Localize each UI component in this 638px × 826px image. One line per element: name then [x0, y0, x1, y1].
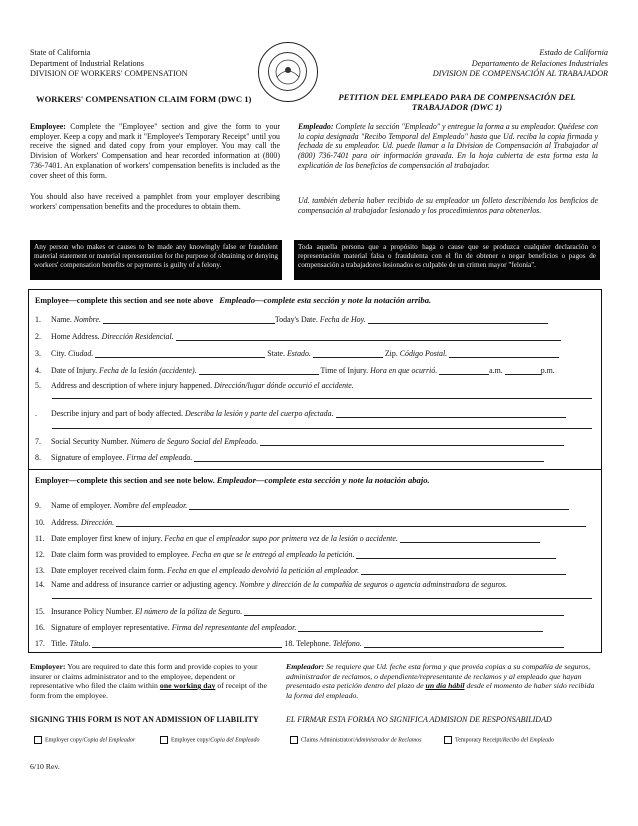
- intro-pamphlet-es: Ud. también debería haber recibido de su empleador un folleto describiendo los benficios de compensación al trabajador lesionado y los procedimientos para obtenerlos.: [298, 196, 598, 215]
- employer-name-label-es: Nombre del empleador.: [113, 501, 188, 510]
- header-line: Departamento de Relaciones Industriales: [471, 58, 608, 68]
- section-divider: [28, 469, 602, 470]
- form-title-en: WORKERS' COMPENSATION CLAIM FORM (DWC 1): [36, 94, 252, 104]
- line-17-18: [35, 638, 564, 648]
- employee-name-field[interactable]: [103, 314, 275, 324]
- checkbox-label-es: Copia del Empleador: [83, 737, 136, 744]
- intro-employee-es: [298, 122, 598, 171]
- today-date-field[interactable]: [368, 314, 548, 324]
- title-label: Title.: [51, 639, 68, 648]
- line-6: [35, 408, 566, 418]
- line-11: [35, 533, 540, 543]
- checkbox-label: Employee copy/: [171, 737, 211, 744]
- line-16: [35, 622, 543, 632]
- note-lead: Employer:: [30, 662, 66, 671]
- ssn-label: Social Security Number.: [51, 437, 129, 446]
- checkbox-temporary-receipt[interactable]: [444, 736, 554, 744]
- checkbox-employee-copy[interactable]: [160, 736, 259, 744]
- checkbox-label: Claims Administrator/: [301, 737, 355, 744]
- name-label-es: Nombre.: [73, 315, 101, 324]
- line-number: 1.: [35, 315, 41, 324]
- employer-address-field[interactable]: [116, 517, 586, 527]
- note-lead: Empleador:: [286, 662, 325, 671]
- intro-pamphlet-en: You should also have received a pamphlet from your employer describing workers' compensation benefits and the procedures to obtain them.: [30, 192, 280, 211]
- intro-text: Complete the "Employee" section and give the form to your employer. Keep a copy and mark it "Employee's Temporary Receipt" until you receive the signed and dated copy from your employer. You may call the Division of Workers' Compensation and hear recorded information at (800) 736-7401. An explanation of workers' compensation benefits is included as the cover sheet of this form.: [30, 122, 280, 180]
- state-label-es: Estado.: [286, 349, 311, 358]
- line-3: [35, 348, 559, 358]
- pm-label: p.m.: [540, 366, 555, 375]
- employer-note-es: [286, 662, 598, 700]
- intro-employee-en: [30, 122, 280, 180]
- line-number: 12.: [35, 550, 45, 559]
- injury-location-field[interactable]: [52, 398, 592, 399]
- intro-text: Complete la sección "Empleado" y entregue la forma a su empleador. Quédese con la copia designada "Recibo Temporal del Empleado" hasta que Ud. reciba la copia firmada y fechada de su empleador. Ud. puede llamar a la Division de Compensación al Trabajador al (800) 736-7401 para oir información gravada. En la hoja cubierta de esta forma esta la explicatión de los beneficios de compensación al trabajador.: [298, 122, 599, 170]
- state-field[interactable]: [313, 348, 383, 358]
- line-1: [35, 314, 548, 324]
- city-label-es: Ciudad.: [68, 349, 94, 358]
- heading-es: Empleado—complete esta sección y note la notación arriba.: [219, 295, 432, 305]
- injury-time-label-es: Hora en que ocurrió.: [370, 366, 438, 375]
- line-2: [35, 331, 561, 341]
- injury-time-field[interactable]: [439, 365, 489, 375]
- fraud-warning-es: Toda aquella persona que a propósito haga o cause que se produzca cualquier declaración o representación material falsa o fraudulenta con el fin de obtener o negar beneficios o pagos de compensación a trabajadores lesionados es culpable de un crimen mayor "felonía".: [294, 240, 600, 280]
- line-number: 11.: [35, 534, 45, 543]
- insurance-carrier-field[interactable]: [52, 598, 592, 599]
- line-number: 16.: [35, 623, 45, 632]
- injury-date-field[interactable]: [199, 365, 319, 375]
- home-address-label: Home Address.: [51, 332, 100, 341]
- today-date-label: Today's Date.: [274, 315, 318, 324]
- line-4: [35, 365, 555, 375]
- note-text: Se requiere que Ud. feche esta forma y que provéa copias a su compañía de seguros, administrador de reclamos, o dependiente/representante de reclamos y al empleado que hayan presentado esta petición dentro del plazo de: [286, 662, 591, 691]
- form-provided-date-label: Date claim form was provided to employee.: [51, 550, 190, 559]
- injury-time-pm-field[interactable]: [505, 365, 541, 375]
- zip-label: Zip.: [384, 349, 398, 358]
- employer-knew-date-label-es: Fecha en que el empleador supo por primera vez de la lesión o accidente.: [164, 534, 398, 543]
- today-date-label-es: Fecha de Hoy.: [319, 315, 366, 324]
- form-title-es: PETITION DEL EMPLEADO PARA DE COMPENSACIÓN DEL TRABAJADOR (DWC 1): [338, 92, 576, 112]
- home-address-field[interactable]: [176, 331, 561, 341]
- line-number: 2.: [35, 332, 41, 341]
- injury-location-label-es: Dirección/lugar dónde occurió el accidente.: [214, 381, 354, 390]
- employer-name-label: Name of employer.: [51, 501, 112, 510]
- telephone-field[interactable]: [364, 638, 564, 648]
- form-received-date-label-es: Fecha en que el empleado devolvió la petición al empleador.: [167, 566, 360, 575]
- policy-number-label: Insurance Policy Number.: [51, 607, 134, 616]
- liability-notice-es: EL FIRMAR ESTA FORMA NO SIGNIFICA ADMISION DE RESPONSABILIDAD: [286, 715, 552, 724]
- employer-signature-label-es: Firma del representante del empleador.: [171, 623, 297, 632]
- line-number: 15.: [35, 607, 45, 616]
- employer-signature-label: Signature of employer representative.: [51, 623, 170, 632]
- employer-section-heading: [35, 475, 430, 485]
- note-emphasis: un día hábil: [425, 681, 465, 691]
- checkbox-icon[interactable]: [160, 736, 168, 744]
- policy-number-field[interactable]: [244, 606, 564, 616]
- line-number: 14.: [35, 580, 45, 589]
- title-field[interactable]: [92, 638, 282, 648]
- employer-knew-date-label: Date employer first knew of injury.: [51, 534, 163, 543]
- injury-time-label: Time of Injury.: [320, 366, 369, 375]
- heading-en: Employee—complete this section and see note above: [35, 296, 214, 305]
- checkbox-icon[interactable]: [34, 736, 42, 744]
- employee-signature-label: Signature of employee.: [51, 453, 125, 462]
- state-label: State.: [267, 349, 285, 358]
- line-number: 9.: [35, 501, 41, 510]
- header-line: DIVISION OF WORKERS' COMPENSATION: [30, 69, 188, 78]
- liability-notice-en: SIGNING THIS FORM IS NOT AN ADMISSION OF LIABILITY: [30, 715, 259, 724]
- line-9: [35, 500, 569, 510]
- header-line: State of California: [30, 48, 91, 57]
- injury-date-label: Date of Injury.: [51, 366, 98, 375]
- zip-label-es: Código Postal.: [399, 349, 448, 358]
- form-received-date-label: Date employer received claim form.: [51, 566, 166, 575]
- name-label: Name.: [51, 315, 72, 324]
- line-number: 13.: [35, 566, 45, 575]
- injury-description-field-2[interactable]: [52, 428, 592, 429]
- checkbox-label: Employer copy/: [45, 737, 84, 744]
- heading-es: Empleador—complete esta sección y note la notación abajo.: [216, 475, 430, 485]
- line-number: 7.: [35, 437, 41, 446]
- checkbox-label-es: Recibo del Empleado: [502, 737, 555, 744]
- header-line: Estado de California: [539, 48, 608, 57]
- line-5: [35, 381, 354, 390]
- checkbox-label: Temporary Receipt/: [455, 737, 503, 744]
- city-label: City.: [51, 349, 67, 358]
- insurance-carrier-label-es: Nombre y dirección de la compañía de seguros o agencia adminstradora de seguros.: [239, 580, 508, 589]
- employee-signature-field[interactable]: [194, 452, 544, 462]
- employer-note-en: [30, 662, 280, 700]
- heading-en: Employer—complete this section and see note below.: [35, 476, 215, 485]
- line-7: [35, 436, 564, 446]
- employer-knew-date-field[interactable]: [400, 533, 540, 543]
- header-line: DIVISION DE COMPENSACIÓN AL TRABAJADOR: [432, 69, 608, 78]
- employer-signature-field[interactable]: [298, 622, 543, 632]
- ssn-label-es: Número de Seguro Social del Empleado.: [130, 437, 259, 446]
- am-label: a.m.: [489, 366, 503, 375]
- telephone-label: Telephone.: [296, 639, 331, 648]
- form-provided-date-field[interactable]: [356, 549, 556, 559]
- header-line: Department of Industrial Relations: [30, 58, 144, 68]
- injury-date-label-es: Fecha de la lesión (accidente).: [99, 366, 197, 375]
- employee-signature-label-es: Firma del empleado.: [126, 453, 193, 462]
- intro-lead: Employee:: [30, 122, 66, 131]
- insurance-carrier-label: Name and address of insurance carrier or adjusting agency.: [51, 580, 238, 589]
- line-number: 8.: [35, 453, 41, 462]
- checkbox-claims-admin[interactable]: [290, 736, 422, 744]
- checkbox-label-es: Administrador de Reclamos: [354, 737, 422, 744]
- checkbox-employer-copy[interactable]: [34, 736, 135, 744]
- form-provided-date-label-es: Fecha en que se le entregó al empleado la petición.: [191, 550, 355, 559]
- line-number: 3.: [35, 349, 41, 358]
- policy-number-label-es: El número de la póliza de Seguro.: [135, 607, 243, 616]
- city-field[interactable]: [95, 348, 265, 358]
- note-text: of receipt of the form from the employee.: [30, 681, 267, 700]
- line-13: [35, 565, 566, 575]
- state-seal-icon: [258, 42, 318, 102]
- title-label-es: Título.: [69, 639, 91, 648]
- line-number: 5.: [35, 381, 41, 390]
- line-number: 4.: [35, 366, 41, 375]
- checkbox-icon[interactable]: [444, 736, 452, 744]
- injury-location-label: Address and description of where injury happened.: [51, 381, 213, 390]
- line-12: [35, 549, 556, 559]
- line-number: 18.: [284, 639, 295, 648]
- employer-name-field[interactable]: [189, 500, 569, 510]
- line-number: 17.: [35, 639, 45, 648]
- ssn-field[interactable]: [260, 436, 564, 446]
- intro-lead: Empleado:: [298, 122, 334, 131]
- agency-header-en: [30, 48, 188, 80]
- employer-address-label: Address.: [51, 518, 79, 527]
- line-number: 10.: [35, 518, 45, 527]
- agency-header-es: [388, 48, 608, 80]
- fraud-warning-en: Any person who makes or causes to be made any knowingly false or fraudulent material statement or material representation for the purpose of obtaining or denying workers' compensation benefits or payments is guilty of a felony.: [30, 240, 282, 280]
- line-14: [35, 580, 507, 589]
- line-15: [35, 606, 564, 616]
- injury-description-label-es: Describa la lesión y parte del cuerpo afectada.: [184, 409, 334, 418]
- checkbox-label-es: Copia del Empleado: [210, 737, 260, 744]
- note-emphasis: one working day: [159, 681, 216, 691]
- injury-description-label: Describe injury and part of body affected.: [51, 409, 183, 418]
- injury-description-field[interactable]: [336, 408, 566, 418]
- line-number: .: [35, 409, 37, 418]
- zip-field[interactable]: [449, 348, 559, 358]
- revision-date: 6/10 Rev.: [30, 762, 60, 771]
- note-text: desde el momento de haber sido recibida la forma del empleado.: [286, 681, 595, 700]
- employer-address-label-es: Dirección.: [80, 518, 115, 527]
- note-text: You are required to date this form and provide copies to your insurer or claims administrator and to the employee, dependent or representative who filed the claim within: [30, 662, 258, 691]
- checkbox-icon[interactable]: [290, 736, 298, 744]
- line-10: [35, 517, 586, 527]
- line-8: [35, 452, 544, 462]
- home-address-label-es: Dirección Residencial.: [101, 332, 174, 341]
- employee-section-heading: [35, 295, 431, 305]
- form-received-date-field[interactable]: [361, 565, 566, 575]
- telephone-label-es: Teléfono.: [332, 639, 362, 648]
